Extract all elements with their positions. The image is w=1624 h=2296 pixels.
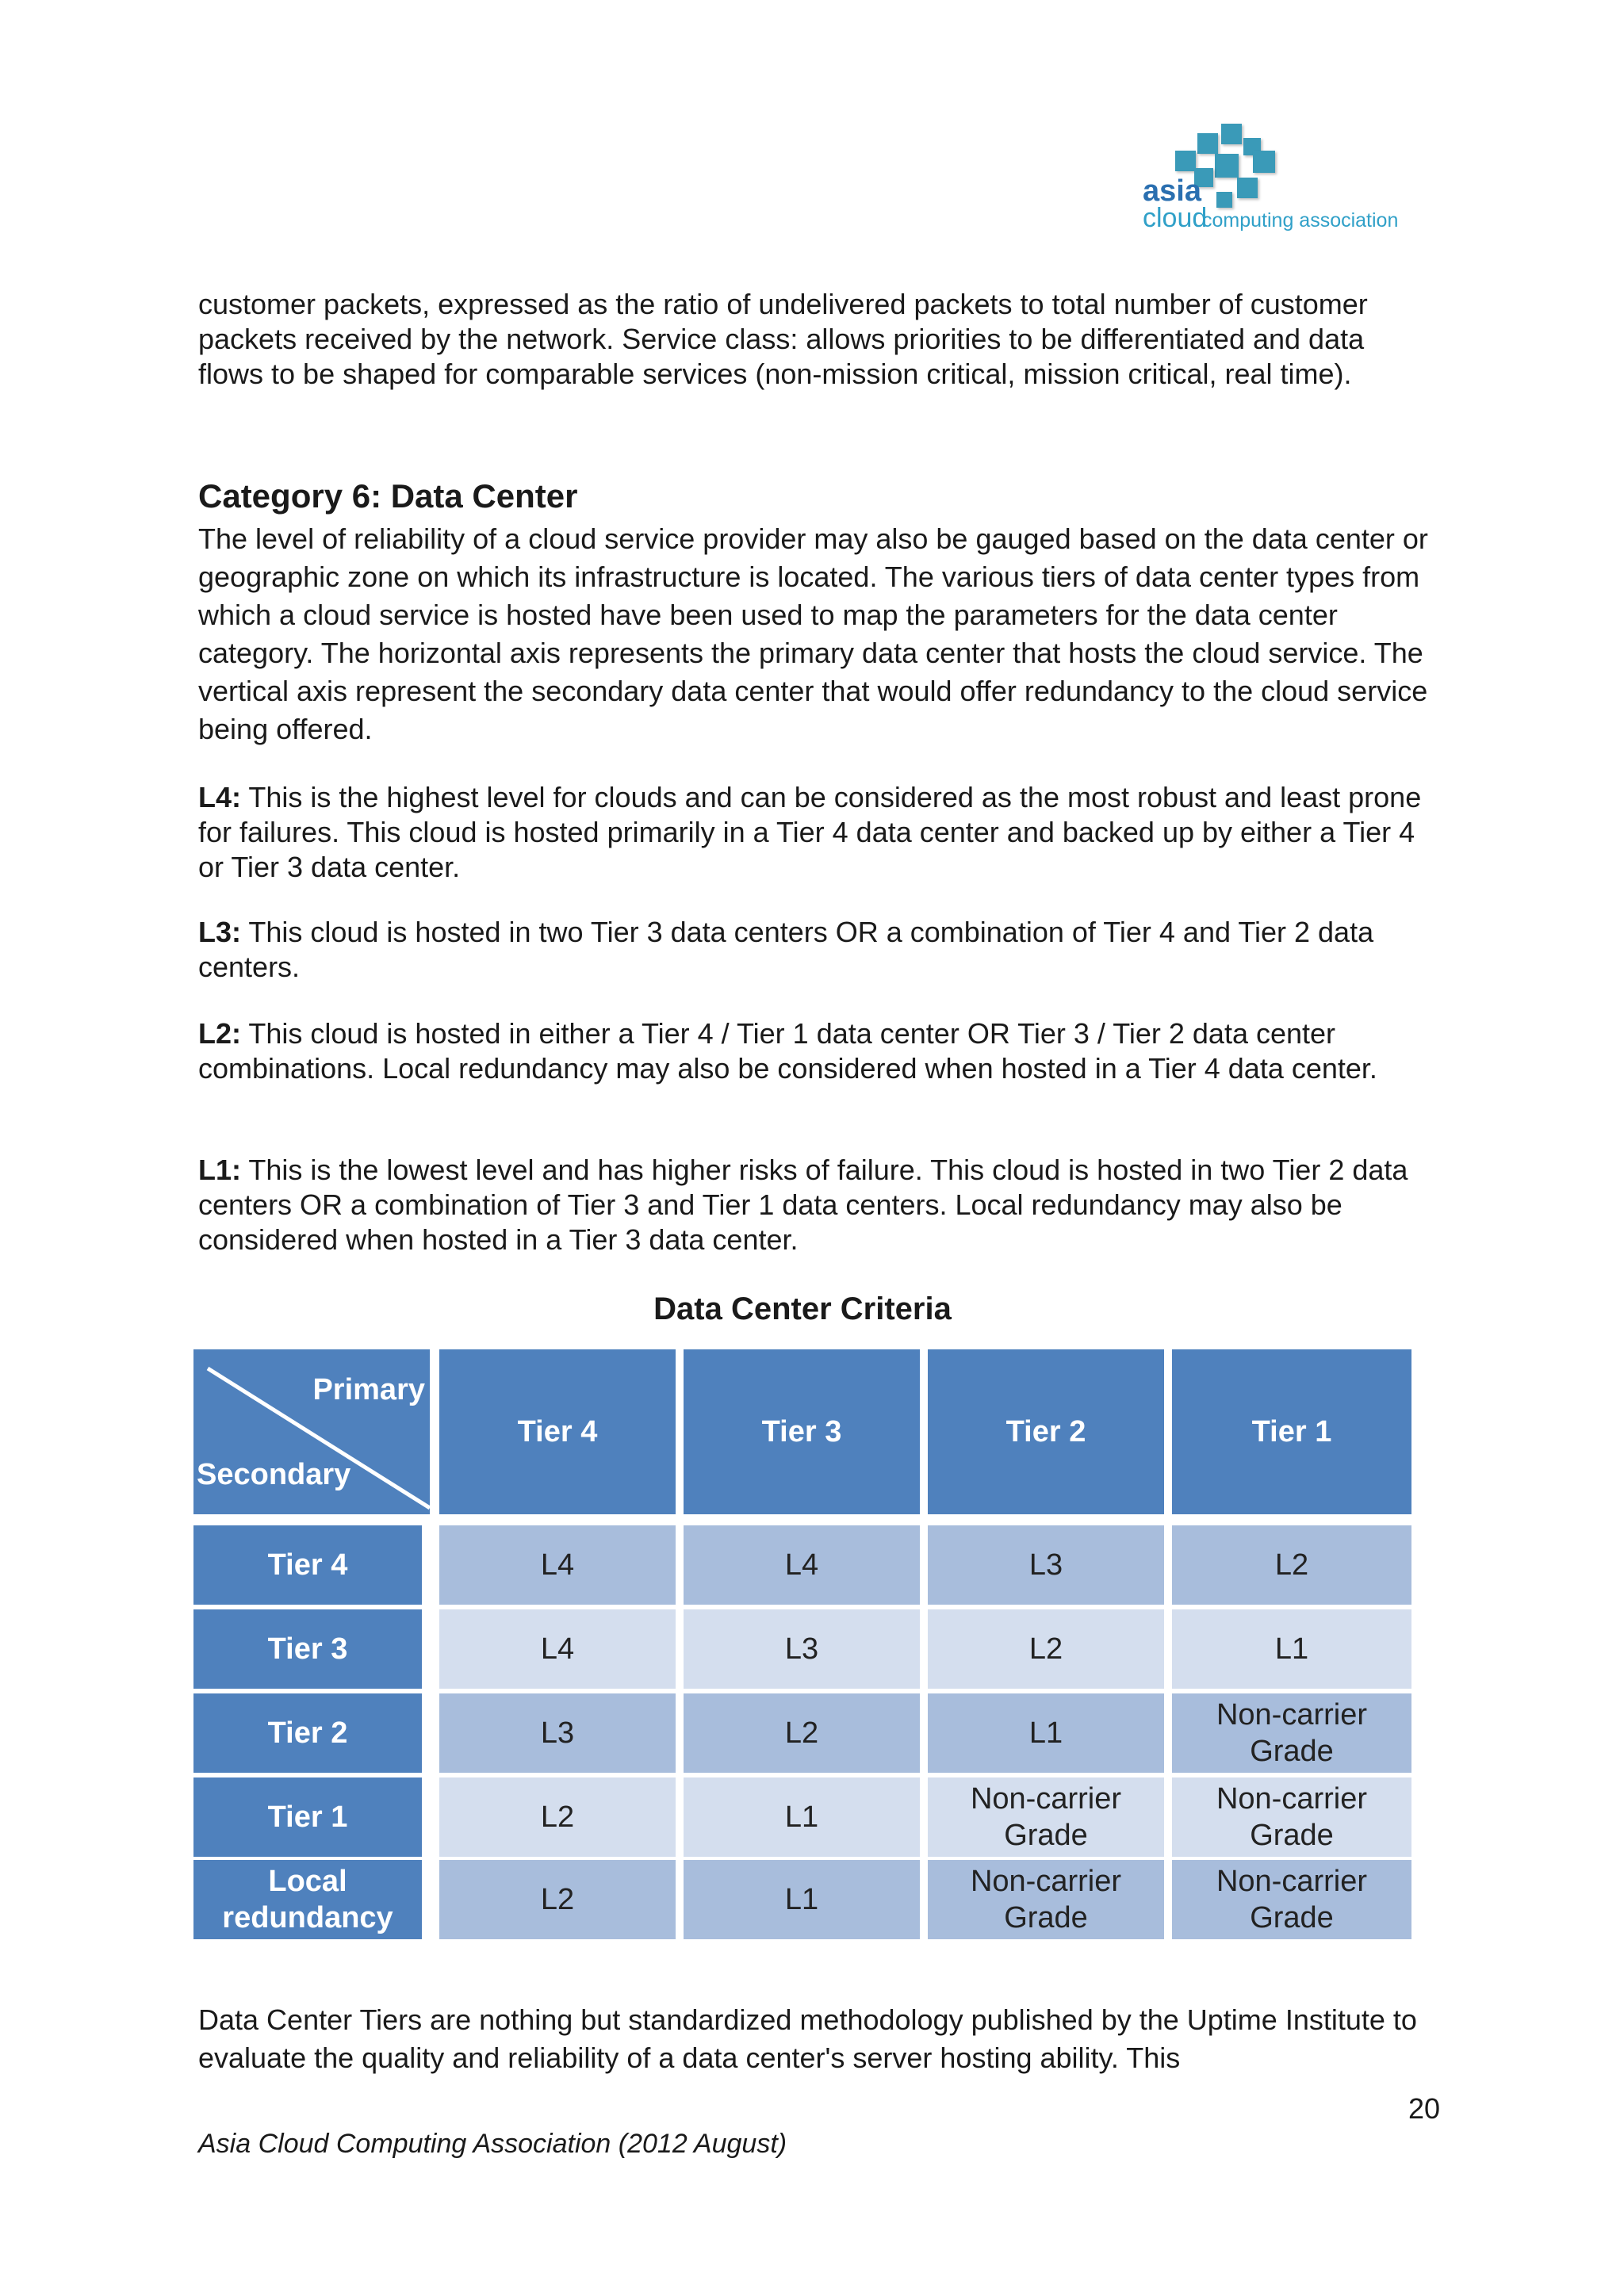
- column-header-tier-1: Tier 1: [1172, 1349, 1411, 1514]
- level-l2-paragraph: [198, 1016, 1435, 1086]
- row-header-tier-4: Tier 4: [193, 1525, 422, 1605]
- table-cell: Non-carrier Grade: [1172, 1860, 1411, 1939]
- corner-primary-label: Primary: [312, 1373, 425, 1406]
- asia-cloud-logo: [1139, 119, 1408, 238]
- table-cell: L3: [928, 1525, 1164, 1605]
- page-number: 20: [1408, 2092, 1441, 2125]
- level-label: L4:: [198, 781, 241, 813]
- column-header-tier-2: Tier 2: [928, 1349, 1164, 1514]
- level-label: L3:: [198, 916, 241, 948]
- table-cell: L1: [1172, 1609, 1411, 1689]
- logo-square: [1221, 124, 1242, 144]
- level-label: L1:: [198, 1154, 241, 1186]
- table-cell: Non-carrier Grade: [928, 1777, 1164, 1857]
- logo-square: [1253, 151, 1275, 173]
- table-title: Data Center Criteria: [653, 1292, 952, 1326]
- description-paragraph: The level of reliability of a cloud service provider may also be gauged based on the data center or geographic zone on which its infrastructure is located. The various tiers of data center types from which a cloud service is hosted have been used to map the parameters for the data center category. The horizontal axis represents the primary data center that hosts the cloud service. The vertical axis represent the secondary data center that would offer redundancy to the cloud service being offered.: [198, 522, 1428, 745]
- table-cell: Non-carrier Grade: [928, 1860, 1164, 1939]
- row-header-local-redundancy: Local redundancy: [193, 1860, 422, 1939]
- level-label: L2:: [198, 1017, 241, 1050]
- table-cell: L3: [684, 1609, 920, 1689]
- table-cell: L4: [439, 1525, 676, 1605]
- level-text: This is the lowest level and has higher risks of failure. This cloud is hosted in two Tier 2 data centers OR a combination of Tier 3 and Tier 1 data centers. Local redundancy may also be considered when hosted in a Tier 3 data center.: [198, 1154, 1408, 1256]
- row-header-tier-3: Tier 3: [193, 1609, 422, 1689]
- table-cell: Non-carrier Grade: [1172, 1693, 1411, 1773]
- table-cell: L4: [439, 1609, 676, 1689]
- level-text: This cloud is hosted in two Tier 3 data centers OR a combination of Tier 4 and Tier 2 data centers.: [198, 916, 1374, 983]
- level-l1-paragraph: [198, 1153, 1435, 1257]
- level-l3-paragraph: [198, 915, 1435, 985]
- table-cell: L2: [439, 1777, 676, 1857]
- logo-text-asia: asia: [1143, 174, 1201, 208]
- table-cell: L2: [1172, 1525, 1411, 1605]
- table-cell: Non-carrier Grade: [1172, 1777, 1411, 1857]
- table-cell: L1: [684, 1777, 920, 1857]
- corner-secondary-label: Secondary: [197, 1458, 351, 1491]
- table-cell: L1: [928, 1693, 1164, 1773]
- logo-square: [1215, 154, 1239, 178]
- logo-square: [1197, 133, 1218, 154]
- table-cell: L2: [928, 1609, 1164, 1689]
- intro-paragraph: customer packets, expressed as the ratio of undelivered packets to total number of customer packets received by the network. Service class: allows priorities to be differentiated and data flows to be shaped for comparable services (non-mission critical, mission critical, real time).: [198, 288, 1368, 390]
- column-header-tier-4: Tier 4: [439, 1349, 676, 1514]
- table-cell: L4: [684, 1525, 920, 1605]
- table-cell: L2: [684, 1693, 920, 1773]
- column-header-tier-3: Tier 3: [684, 1349, 920, 1514]
- level-text: This cloud is hosted in either a Tier 4 / Tier 1 data center OR Tier 3 / Tier 2 data center combinations. Local redundancy may also be considered when hosted in a Tier 4 data center.: [198, 1017, 1377, 1085]
- closing-paragraph: Data Center Tiers are nothing but standardized methodology published by the Uptime Institute to evaluate the quality and reliability of a data center's server hosting ability. This: [198, 2003, 1417, 2074]
- section-heading: Category 6: Data Center: [198, 477, 578, 515]
- level-l4-paragraph: [198, 780, 1435, 885]
- row-header-tier-2: Tier 2: [193, 1693, 422, 1773]
- logo-square: [1175, 151, 1196, 171]
- table-corner-header: [193, 1349, 430, 1514]
- logo-text-cloud: cloud: [1143, 203, 1208, 233]
- table-cell: L3: [439, 1693, 676, 1773]
- logo-text-association: computing association: [1202, 209, 1399, 232]
- table-cell: L2: [439, 1860, 676, 1939]
- level-text: This is the highest level for clouds and can be considered as the most robust and least prone for failures. This cloud is hosted primarily in a Tier 4 data center and backed up by either a Tier 4 or Tier 3 data center.: [198, 781, 1422, 883]
- logo-square: [1216, 192, 1232, 208]
- footer-citation: Asia Cloud Computing Association (2012 August): [198, 2129, 787, 2159]
- logo-square: [1237, 178, 1258, 198]
- table-cell: L1: [684, 1860, 920, 1939]
- row-header-tier-1: Tier 1: [193, 1777, 422, 1857]
